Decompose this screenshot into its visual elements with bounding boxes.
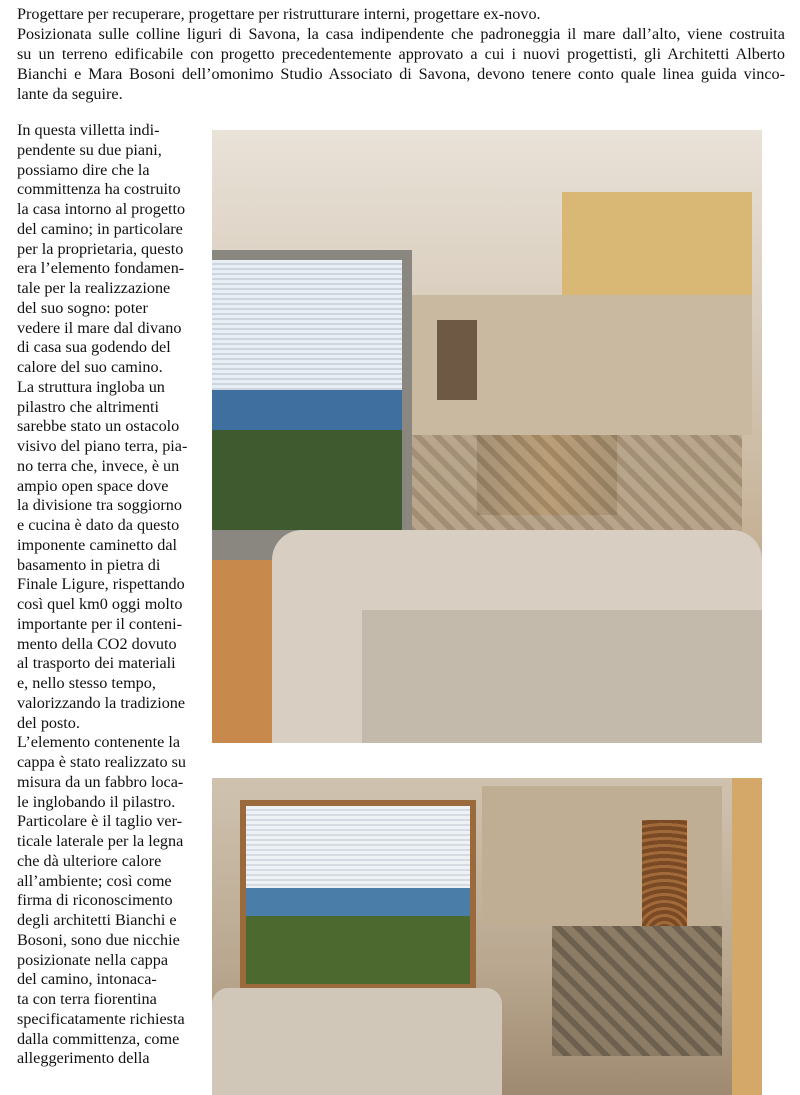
column-line: le inglobando il pilastro. (17, 792, 176, 811)
column-line: misura da un fabbro loca- (17, 772, 184, 791)
column-line: firma di riconoscimento (17, 891, 173, 910)
column-line: del camino, intonaca- (17, 970, 157, 989)
column-line: calore del suo camino. (17, 358, 163, 376)
column-line: che dà ulteriore calore (17, 851, 162, 870)
column-line: no terra che, invece, è un (17, 456, 180, 475)
column-line: all’ambiente; così come (17, 871, 172, 890)
intro-line: Progettare per recuperare, progettare per ristrutturare interni, progettare ex-novo. (17, 5, 541, 23)
column-line: tale per la realizzazione (17, 279, 171, 297)
column-line: importante per il conteni- (17, 614, 182, 633)
column-line: Bosoni, sono due nicchie (17, 930, 180, 949)
intro-paragraph (17, 4, 785, 104)
column-line: ta con terra fiorentina (17, 990, 157, 1008)
column-line: ticale laterale per la legna (17, 832, 184, 850)
column-line: posizionate nella cappa (17, 950, 169, 969)
photo-living-room-fireplace (212, 130, 762, 743)
column-line: pilastro che altrimenti (17, 397, 160, 416)
column-line: Particolare è il taglio ver- (17, 812, 183, 831)
column-line: cappa è stato realizzato su (17, 753, 186, 771)
column-line: La struttura ingloba un (17, 377, 165, 396)
column-line: basamento in pietra di (17, 555, 161, 574)
column-line: L’elemento contenente la (17, 733, 181, 752)
column-line: Finale Ligure, rispettando (17, 575, 185, 594)
column-line: la divisione tra soggiorno (17, 496, 182, 515)
column-line: così quel km0 oggi molto (17, 595, 183, 613)
intro-line: Bianchi e Mara Bosoni dell’omonimo Studio Associato di Savona, devono tenere conto quale linea guida vinco- (17, 65, 785, 83)
column-line: vedere il mare dal divano (17, 318, 182, 337)
body-column (17, 121, 207, 1069)
column-line: specificatamente richiesta (17, 1009, 185, 1028)
column-line: e, nello stesso tempo, (17, 674, 156, 692)
column-line: pendente su due piani, (17, 140, 162, 159)
column-line: era l’elemento fondamen- (17, 259, 185, 278)
column-line: dalla committenza, come (17, 1029, 180, 1048)
column-line: per la proprietaria, questo (17, 239, 184, 258)
column-line: visivo del piano terra, pia- (17, 437, 188, 455)
column-line: e cucina è dato da questo (17, 516, 180, 534)
intro-line: lante da seguire. (17, 85, 123, 103)
column-line: mento della CO2 dovuto (17, 634, 177, 653)
column-line: la casa intorno al progetto (17, 200, 186, 218)
column-line: In questa villetta indi- (17, 121, 160, 139)
column-line: alleggerimento della (17, 1049, 150, 1068)
column-line: al trasporto dei materiali (17, 654, 176, 673)
photo-fireplace-detail (212, 778, 762, 1095)
column-line: del camino; in particolare (17, 219, 183, 238)
intro-line: Posizionata sulle colline liguri di Savona, la casa indipendente che padroneggia il mare dall’alto, viene costruita (17, 25, 785, 43)
column-line: committenza ha costruito (17, 180, 181, 199)
column-line: di casa sua godendo del (17, 338, 171, 357)
column-line: possiamo dire che la (17, 160, 150, 179)
column-line: del suo sogno: poter (17, 298, 148, 317)
intro-line: su un terreno edificabile con progetto precedentemente approvato a cui i nuovi progettisti, gli Architetti Alberto (17, 45, 785, 63)
column-line: valorizzando la tradizione (17, 693, 186, 712)
column-line: degli architetti Bianchi e (17, 911, 177, 929)
column-line: imponente caminetto dal (17, 535, 178, 554)
column-line: sarebbe stato un ostacolo (17, 417, 180, 436)
column-line: del posto. (17, 713, 80, 732)
column-line: ampio open space dove (17, 476, 169, 495)
